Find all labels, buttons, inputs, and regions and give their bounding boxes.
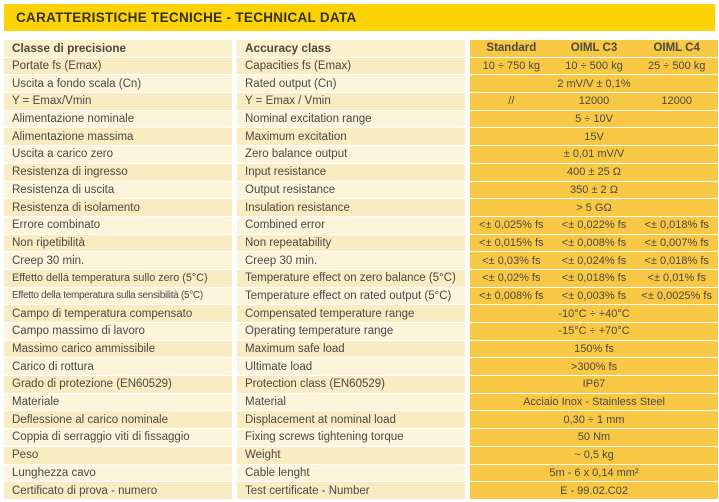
table-row-rated-output: [4, 75, 718, 92]
table-row-insulation-resistance: [4, 199, 718, 216]
row-label-it: Carico di rottura: [4, 358, 232, 375]
header-label-it: Classe di precisione: [4, 40, 232, 57]
row-label-en: Y = Emax / Vmin: [237, 93, 465, 110]
row-label-en: Nominal excitation range: [237, 111, 465, 128]
value-standard: <± 0,02% fs: [482, 272, 541, 285]
row-values: [470, 465, 718, 482]
row-label-it: Resistenza di ingresso: [4, 164, 232, 181]
row-values: [470, 270, 718, 287]
row-label-it: Campo massimo di lavoro: [4, 323, 232, 340]
value-standard: <± 0,03% fs: [482, 254, 541, 267]
row-label-en: Cable lenght: [237, 465, 465, 482]
row-values: [470, 75, 718, 92]
row-values: [470, 217, 718, 234]
page-title: [4, 4, 715, 31]
value-oiml-c3: 10 ÷ 500 kg: [565, 60, 623, 73]
row-values: [470, 411, 718, 428]
row-label-it: Certificato di prova - numero: [4, 482, 232, 499]
value-oiml-c3: <± 0,018% fs: [561, 272, 627, 285]
row-values: [470, 146, 718, 163]
value-span: 150% fs: [574, 343, 614, 356]
table-row-temp-effect-output: [4, 288, 718, 305]
row-label-en: Temperature effect on rated output (5°C): [237, 288, 465, 305]
row-label-en: Rated output (Cn): [237, 75, 465, 92]
table-row-test-certificate: [4, 482, 718, 499]
table-row-cable-length: [4, 465, 718, 482]
row-label-it: Materiale: [4, 394, 232, 411]
row-values: [470, 341, 718, 358]
row-label-en: Non repeatability: [237, 235, 465, 252]
row-label-it: Deflessione al carico nominale: [4, 411, 232, 428]
row-label-it: Peso: [4, 447, 232, 464]
row-values: [470, 235, 718, 252]
row-values: [470, 182, 718, 199]
table-row-output-resistance: [4, 182, 718, 199]
row-label-en: Displacement at nominal load: [237, 411, 465, 428]
column-header-oiml-c3: OIML C3: [570, 42, 618, 55]
value-span: 350 ± 2 Ω: [570, 183, 618, 196]
row-label-en: Insulation resistance: [237, 199, 465, 216]
row-label-en: Zero balance output: [237, 146, 465, 163]
row-label-it: Alimentazione massima: [4, 128, 232, 145]
value-span: 2 mV/V ± 0,1%: [557, 77, 631, 90]
table-row-protection-class: [4, 376, 718, 393]
value-span: 50 Nm: [577, 431, 611, 444]
row-values: [470, 164, 718, 181]
value-span: Acciaio Inox - Stainless Steel: [523, 396, 665, 409]
value-span: ~ 0,5 kg: [574, 449, 614, 462]
table-row-tightening-torque: [4, 429, 718, 446]
value-oiml-c3: <± 0,022% fs: [561, 219, 627, 232]
row-label-en: Maximum excitation: [237, 128, 465, 145]
table-row-maximum-safe-load: [4, 341, 718, 358]
row-label-it: Uscita a carico zero: [4, 146, 232, 163]
value-span: > 5 GΩ: [576, 201, 612, 214]
row-label-en: Operating temperature range: [237, 323, 465, 340]
row-label-en: Output resistance: [237, 182, 465, 199]
row-values: [470, 58, 718, 75]
row-label-en: Combined error: [237, 217, 465, 234]
value-standard: <± 0,025% fs: [479, 219, 544, 232]
table-row-nominal-excitation: [4, 111, 718, 128]
row-label-it: Y = Emax/Vmin: [4, 93, 232, 110]
row-values: [470, 252, 718, 269]
value-oiml-c4: 12000: [661, 95, 692, 108]
row-label-en: Maximum safe load: [237, 341, 465, 358]
value-span: -15°C ÷ +70°C: [558, 325, 630, 338]
row-label-it: Non ripetibilità: [4, 235, 232, 252]
table-row-non-repeatability: [4, 235, 718, 252]
value-oiml-c4: <± 0,018% fs: [644, 219, 709, 232]
table-row-ultimate-load: [4, 358, 718, 375]
value-standard: <± 0,015% fs: [479, 236, 544, 249]
table-row-weight: [4, 447, 718, 464]
row-label-en: Compensated temperature range: [237, 305, 465, 322]
row-label-it: Grado di protezione (EN60529): [4, 376, 232, 393]
row-label-it: Alimentazione nominale: [4, 111, 232, 128]
row-label-en: Material: [237, 394, 465, 411]
table-row-creep: [4, 252, 718, 269]
row-values: [470, 376, 718, 393]
row-label-it: Resistenza di isolamento: [4, 199, 232, 216]
value-span: -10°C ÷ +40°C: [558, 307, 630, 320]
row-label-it: Massimo carico ammissibile: [4, 341, 232, 358]
value-span: 0,30 ÷ 1 mm: [563, 413, 625, 426]
page-title-text: CARATTERISTICHE TECNICHE - TECHNICAL DATA: [16, 10, 357, 25]
row-values: [470, 305, 718, 322]
table-row-operating-temp-range: [4, 323, 718, 340]
value-oiml-c3: <± 0,003% fs: [561, 289, 627, 302]
row-values: [470, 128, 718, 145]
value-oiml-c3: <± 0,024% fs: [561, 254, 627, 267]
row-label-en: Temperature effect on zero balance (5°C): [237, 270, 465, 287]
row-label-it: Effetto della temperatura sullo zero (5°C): [4, 270, 232, 287]
value-span: ± 0,01 mV/V: [563, 148, 625, 161]
value-oiml-c3: 12000: [578, 95, 610, 108]
row-label-en: Input resistance: [237, 164, 465, 181]
column-header-standard: Standard: [486, 42, 537, 55]
row-values: [470, 482, 718, 499]
row-label-it: Lunghezza cavo: [4, 465, 232, 482]
value-span: 5m - 6 x 0,14 mm²: [549, 466, 639, 479]
value-span: IP67: [582, 378, 606, 391]
row-label-en: Weight: [237, 447, 465, 464]
row-label-it: Coppia di serraggio viti di fissaggio: [4, 429, 232, 446]
value-oiml-c4: <± 0,0025% fs: [641, 289, 712, 302]
value-oiml-c4: <± 0,018% fs: [644, 254, 709, 267]
row-label-it: Creep 30 min.: [4, 252, 232, 269]
table-row-zero-balance: [4, 146, 718, 163]
value-span: 400 ± 25 Ω: [566, 166, 622, 179]
value-standard: <± 0,008% fs: [479, 289, 544, 302]
row-values: [470, 323, 718, 340]
table-row-compensated-temp-range: [4, 305, 718, 322]
row-values: [470, 111, 718, 128]
row-values: [470, 288, 718, 305]
row-label-en: Creep 30 min.: [237, 252, 465, 269]
table-header-row: [4, 40, 718, 57]
value-standard: //: [508, 95, 515, 108]
technical-data-table: [4, 40, 718, 500]
value-standard: 10 ÷ 750 kg: [482, 60, 541, 73]
table-row-combined-error: [4, 217, 718, 234]
row-label-en: Test certificate - Number: [237, 482, 465, 499]
value-oiml-c4: <± 0,01% fs: [647, 272, 706, 285]
value-span: 5 ÷ 10V: [575, 113, 613, 126]
table-row-y-emax-vmin: [4, 93, 718, 110]
table-row-material: [4, 394, 718, 411]
row-label-en: Capacities fs (Emax): [237, 58, 465, 75]
table-row-capacities: [4, 58, 718, 75]
row-label-it: Uscita a fondo scala (Cn): [4, 75, 232, 92]
table-row-input-resistance: [4, 164, 718, 181]
value-oiml-c4: <± 0,007% fs: [644, 236, 709, 249]
row-values: [470, 429, 718, 446]
row-values: [470, 447, 718, 464]
header-values: [470, 40, 718, 57]
row-values: [470, 93, 718, 110]
row-values: [470, 394, 718, 411]
value-oiml-c3: <± 0,008% fs: [561, 236, 627, 249]
row-label-en: Ultimate load: [237, 358, 465, 375]
value-span: E - 99.02.C02: [560, 484, 628, 497]
row-label-it: Portate fs (Emax): [4, 58, 232, 75]
table-row-displacement: [4, 411, 718, 428]
table-row-maximum-excitation: [4, 128, 718, 145]
row-label-en: Fixing screws tightening torque: [237, 429, 465, 446]
column-header-oiml-c4: OIML C4: [653, 42, 700, 55]
row-label-it: Campo di temperatura compensato: [4, 305, 232, 322]
row-label-en: Protection class (EN60529): [237, 376, 465, 393]
value-span: >300% fs: [570, 360, 618, 373]
header-label-en: Accuracy class: [237, 40, 465, 57]
row-label-it: Effetto della temperatura sulla sensibilità (5°C): [4, 288, 232, 305]
row-label-it: Errore combinato: [4, 217, 232, 234]
value-span: 15V: [584, 130, 604, 143]
row-values: [470, 358, 718, 375]
table-row-temp-effect-zero: [4, 270, 718, 287]
row-values: [470, 199, 718, 216]
value-oiml-c4: 25 ÷ 500 kg: [647, 60, 706, 73]
row-label-it: Resistenza di uscita: [4, 182, 232, 199]
